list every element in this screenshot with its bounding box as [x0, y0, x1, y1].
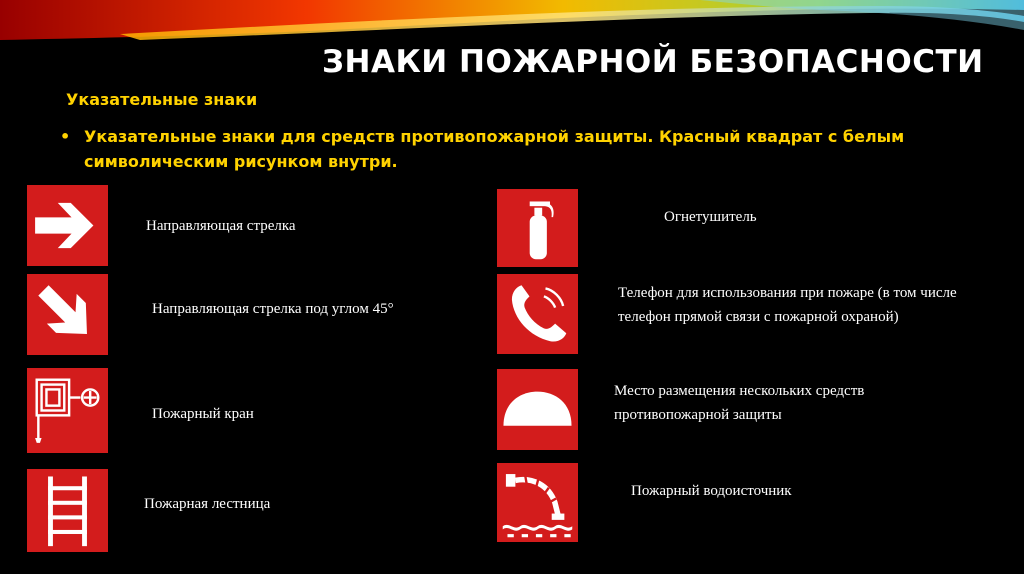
arrow-right-icon [27, 185, 108, 266]
label-diagonal-arrow: Направляющая стрелка под углом 45° [152, 301, 394, 317]
label-water-source: Пожарный водоисточник [631, 483, 792, 499]
fire-extinguisher-icon [497, 189, 578, 267]
slide-subtitle: Указательные знаки [66, 90, 258, 109]
sign-fire-phone [497, 274, 578, 354]
sign-water-source [497, 463, 578, 542]
arrow-diagonal-icon [27, 274, 108, 355]
sign-fire-ladder [27, 469, 108, 552]
ladder-icon [27, 469, 108, 552]
water-source-icon [497, 463, 578, 542]
sign-diagonal-arrow [27, 274, 108, 355]
sign-direction-arrow [27, 185, 108, 266]
label-fire-hose: Пожарный кран [152, 406, 254, 422]
label-multiple-means: Место размещения нескольких средств противопожарной защиты [614, 383, 865, 423]
bullet-marker: • [60, 127, 71, 146]
bullet-text-block [60, 124, 990, 174]
sign-fire-hose [27, 368, 108, 453]
dome-icon [497, 369, 578, 450]
sign-multiple-means [497, 369, 578, 450]
label-fire-extinguisher: Огнетушитель [664, 209, 757, 225]
label-fire-phone: Телефон для использования при пожаре (в том числе телефон прямой связи с пожарной охраной) [618, 285, 957, 325]
fire-hose-icon [27, 368, 108, 453]
phone-icon [497, 274, 578, 354]
label-fire-ladder: Пожарная лестница [144, 496, 271, 512]
label-direction-arrow: Направляющая стрелка [146, 218, 296, 234]
sign-fire-extinguisher [497, 189, 578, 267]
bullet-text: Указательные знаки для средств противопожарной защиты. Красный квадрат с белым символическим рисунком внутри. [84, 127, 905, 171]
slide-title: ЗНАКИ ПОЖАРНОЙ БЕЗОПАСНОСТИ [322, 44, 984, 80]
